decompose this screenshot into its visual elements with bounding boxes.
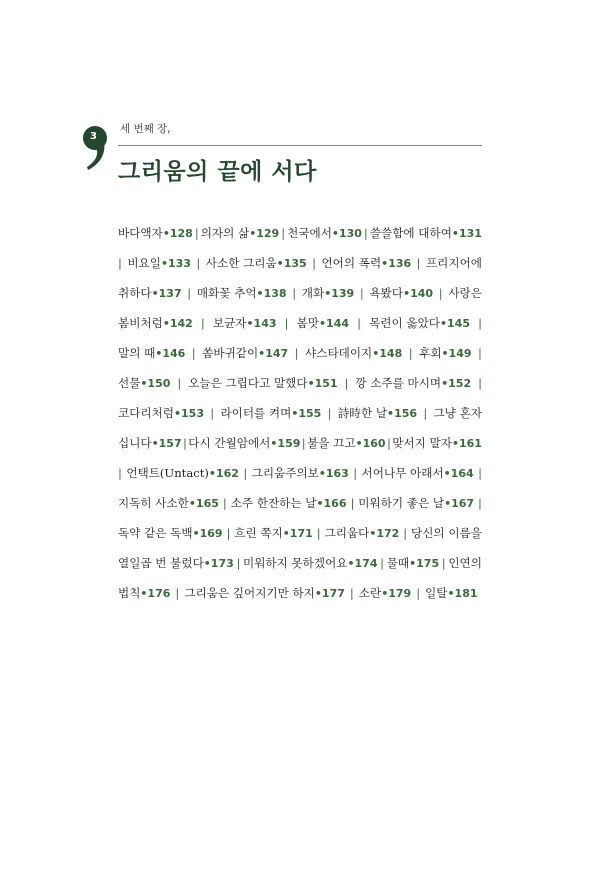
toc-entry (118, 338, 185, 368)
toc-separator: | (478, 496, 482, 510)
toc-page-number: •175 (409, 557, 440, 570)
toc-page-number: •133 (160, 257, 191, 270)
toc-separator: | (478, 466, 482, 480)
toc-page-number: •159 (270, 437, 301, 450)
toc-separator: | (284, 316, 289, 330)
toc-entry (302, 278, 354, 308)
toc-page-number: •144 (319, 317, 350, 330)
toc-entry (118, 398, 204, 428)
toc-line (118, 248, 482, 278)
toc-page-number: •157 (151, 437, 182, 450)
toc-entry (220, 398, 321, 428)
toc-separator: | (478, 376, 482, 390)
toc-entry (448, 548, 482, 578)
toc-entry-title: 비요일 (127, 256, 161, 270)
toc-entry-title: 깡 소주를 마시며 (355, 376, 442, 390)
toc-entry-title: 사랑은 (448, 286, 482, 300)
toc-entry (118, 488, 219, 518)
toc-page-number: •153 (174, 407, 204, 420)
toc-separator: | (118, 466, 122, 480)
toc-entry (118, 518, 223, 548)
toc-line (118, 428, 482, 458)
toc-line (118, 278, 482, 308)
toc-entry (126, 458, 239, 488)
toc-entry (118, 578, 170, 608)
toc-separator: | (210, 406, 215, 420)
toc-separator: | (327, 406, 332, 420)
toc-entry (419, 338, 471, 368)
toc-separator: | (316, 526, 321, 540)
toc-page-number: •181 (447, 587, 478, 600)
toc-line (118, 548, 482, 578)
toc-separator: | (183, 436, 187, 450)
toc-page-number: •174 (347, 557, 378, 570)
toc-page-number: •146 (155, 347, 186, 360)
toc-page-number: •156 (387, 407, 418, 420)
toc-entry-title: 소란 (358, 586, 382, 600)
toc-separator: | (301, 436, 306, 450)
toc-page-number: •169 (192, 527, 223, 540)
toc-separator: | (177, 376, 182, 390)
table-of-contents (118, 218, 482, 608)
toc-entry (188, 368, 337, 398)
toc-page-number: •155 (291, 407, 322, 420)
toc-separator: | (416, 586, 421, 600)
toc-entry-title: 그리움은 깊어지기만 하지 (184, 586, 315, 600)
toc-page-number: •162 (208, 467, 239, 480)
toc-page-number: •152 (441, 377, 472, 390)
toc-entry (118, 368, 170, 398)
toc-entry (448, 278, 482, 308)
toc-page-number: •163 (318, 467, 349, 480)
toc-entry (287, 218, 362, 248)
toc-entry-title: 詩時한 날 (337, 406, 388, 420)
toc-separator: | (438, 286, 443, 300)
chapter-title: 그리움의 끝에 서다 (118, 158, 317, 185)
toc-entry-title: 지독히 사소한 (118, 496, 189, 510)
toc-separator: | (353, 466, 358, 480)
toc-separator: | (478, 316, 482, 330)
toc-entry (307, 428, 385, 458)
toc-entry-title: 천국에서 (287, 226, 332, 240)
toc-entry-title: 오늘은 그립다고 말했다 (188, 376, 308, 390)
toc-separator: | (191, 346, 196, 360)
toc-entry (433, 398, 481, 428)
toc-entry-title: 그냥 혼자 (433, 406, 482, 420)
toc-page-number: •131 (451, 227, 482, 240)
toc-separator: | (187, 286, 192, 300)
toc-entry (118, 218, 193, 248)
toc-page-number: •142 (162, 317, 193, 330)
toc-separator: | (194, 226, 199, 240)
toc-line (118, 458, 482, 488)
toc-entry-title: 쓸쓸함에 대하여 (369, 226, 452, 240)
toc-separator: | (380, 556, 385, 570)
toc-entry-title: 쏨바귀같이 (202, 346, 259, 360)
toc-separator: | (423, 406, 428, 420)
toc-page-number: •138 (256, 287, 287, 300)
toc-entry-title: 프리지어에 (425, 256, 482, 270)
toc-entry-title: 불을 끄고 (307, 436, 356, 450)
toc-separator: | (386, 436, 391, 450)
toc-page-number: •148 (372, 347, 403, 360)
toc-separator: | (222, 496, 227, 510)
toc-entry-title: 일탈 (425, 586, 448, 600)
toc-separator: | (196, 256, 201, 270)
toc-page-number: •160 (355, 437, 386, 450)
toc-entry-title: 코다리처럼 (118, 406, 174, 420)
toc-entry-title: 취하다 (118, 286, 152, 300)
toc-entry (252, 458, 349, 488)
toc-line (118, 488, 482, 518)
toc-entry (362, 458, 474, 488)
toc-entry (426, 248, 482, 278)
toc-entry-title: 선물 (118, 376, 141, 390)
toc-line (118, 368, 482, 398)
toc-separator: | (175, 586, 180, 600)
toc-page-number: •150 (140, 377, 171, 390)
toc-page-number: •164 (443, 467, 474, 480)
chapter-comma-mark (82, 124, 112, 172)
toc-entry-title: 다시 간월암에서 (188, 436, 271, 450)
toc-entry-title: 후회 (419, 346, 442, 360)
toc-page-number: •172 (369, 527, 400, 540)
toc-entry-title: 서어나무 아래서 (361, 466, 444, 480)
toc-separator: | (478, 346, 482, 360)
toc-page-number: •176 (140, 587, 171, 600)
toc-page-number: •177 (314, 587, 345, 600)
toc-line (118, 308, 482, 338)
toc-separator: | (281, 226, 286, 240)
toc-page-number: •165 (188, 497, 219, 510)
toc-entry (118, 428, 182, 458)
toc-entry-title: 미워하기 좋은 날 (358, 496, 445, 510)
toc-entry (118, 278, 182, 308)
toc-entry-title: 법칙 (118, 586, 141, 600)
toc-entry-title: 목련이 옳았다 (369, 316, 440, 330)
toc-entry-title: 물때 (386, 556, 410, 570)
toc-entry (118, 308, 193, 338)
toc-line (118, 218, 482, 248)
toc-entry (325, 518, 400, 548)
toc-entry-title: 말의 때 (118, 346, 156, 360)
toc-entry (392, 428, 482, 458)
toc-page-number: •130 (331, 227, 362, 240)
toc-entry (118, 548, 234, 578)
toc-entry-title: 당신의 이름을 (411, 526, 482, 540)
toc-entry-title: 라이터를 켜며 (220, 406, 292, 420)
toc-separator: | (408, 346, 413, 360)
toc-entry-title: 인연의 (448, 556, 482, 570)
toc-page-number: •143 (246, 317, 277, 330)
toc-entry-title: 미워하지 못하겠어요 (243, 556, 348, 570)
toc-page-number: •161 (451, 437, 482, 450)
toc-separator: | (344, 376, 349, 390)
toc-entry-title: 의자의 삶 (200, 226, 250, 240)
toc-page-number: •136 (381, 257, 412, 270)
toc-entry-title: 욕봤다 (369, 286, 404, 300)
toc-line (118, 578, 482, 608)
chapter-number: 3 (90, 131, 97, 142)
toc-line (118, 338, 482, 368)
toc-entry (213, 308, 277, 338)
toc-entry (355, 368, 471, 398)
toc-page-number: •129 (249, 227, 280, 240)
toc-entry-title: 열일곱 번 불렀다 (118, 556, 204, 570)
toc-entry (387, 548, 439, 578)
toc-entry (202, 338, 288, 368)
toc-entry (358, 488, 474, 518)
toc-entry (201, 218, 279, 248)
toc-entry-title: 독약 같은 독백 (118, 526, 193, 540)
toc-entry-title: 봄맛 (296, 316, 320, 330)
toc-separator: | (292, 286, 297, 300)
toc-entry-title: 개화 (301, 286, 325, 300)
toc-page-number: •151 (307, 377, 338, 390)
toc-separator: | (357, 316, 362, 330)
toc-entry (297, 308, 349, 338)
toc-entry-title: 샤스타데이지 (305, 346, 373, 360)
toc-entry-title: 바다액자 (118, 226, 163, 240)
toc-page-number: •173 (203, 557, 234, 570)
toc-page-number: •140 (403, 287, 434, 300)
toc-page-number: •139 (324, 287, 355, 300)
toc-entry-title: 보균자 (212, 316, 247, 330)
toc-separator: | (118, 256, 122, 270)
toc-entry (234, 518, 312, 548)
toc-separator: | (363, 226, 368, 240)
toc-entry-title: 매화꽃 추억 (196, 286, 257, 300)
chapter-divider (118, 145, 482, 146)
toc-entry-title: 사소한 그리움 (205, 256, 277, 270)
toc-separator: | (350, 496, 355, 510)
toc-entry-title: 흐린 쪽지 (234, 526, 283, 540)
toc-entry (305, 338, 402, 368)
toc-entry (411, 518, 482, 548)
toc-entry (206, 248, 307, 278)
toc-entry (231, 488, 347, 518)
toc-entry-title: 언어의 폭력 (321, 256, 382, 270)
toc-page-number: •145 (440, 317, 470, 330)
toc-page-number: •128 (162, 227, 193, 240)
toc-page-number: •135 (276, 257, 307, 270)
toc-page-number: •137 (151, 287, 182, 300)
toc-separator: | (200, 316, 205, 330)
toc-entry (321, 248, 411, 278)
toc-entry (197, 278, 287, 308)
toc-entry (127, 248, 191, 278)
toc-entry-title: 봄비처럼 (118, 316, 163, 330)
toc-line (118, 398, 482, 428)
toc-separator: | (226, 526, 231, 540)
toc-entry (425, 578, 477, 608)
toc-entry (359, 578, 411, 608)
toc-entry (184, 578, 345, 608)
toc-page-number: •167 (444, 497, 475, 510)
toc-line (118, 518, 482, 548)
toc-page-number: •171 (282, 527, 313, 540)
toc-entry (188, 428, 300, 458)
toc-separator: | (294, 346, 299, 360)
toc-separator: | (236, 556, 241, 570)
toc-separator: | (359, 286, 364, 300)
toc-entry-title: 그리웁다 (324, 526, 370, 540)
toc-entry (243, 548, 377, 578)
toc-separator: | (349, 586, 354, 600)
toc-separator: | (403, 526, 408, 540)
toc-page-number: •179 (381, 587, 412, 600)
toc-separator: | (441, 556, 446, 570)
toc-entry (369, 308, 470, 338)
toc-entry (369, 278, 433, 308)
chapter-label: 세 번째 장, (120, 123, 171, 135)
toc-entry-title: 그리움주의보 (251, 466, 319, 480)
toc-page-number: •166 (316, 497, 347, 510)
toc-entry-title: 십니다 (118, 436, 152, 450)
toc-entry-title: 맞서지 말자 (392, 436, 452, 450)
toc-entry (338, 398, 417, 428)
toc-page-number: •147 (258, 347, 289, 360)
toc-entry-title: 언택트(Untact) (126, 466, 209, 480)
toc-separator: | (416, 256, 421, 270)
toc-entry-title: 소주 한잔하는 날 (230, 496, 317, 510)
toc-separator: | (312, 256, 317, 270)
toc-separator: | (243, 466, 248, 480)
toc-page-number: •149 (441, 347, 472, 360)
toc-entry (370, 218, 482, 248)
